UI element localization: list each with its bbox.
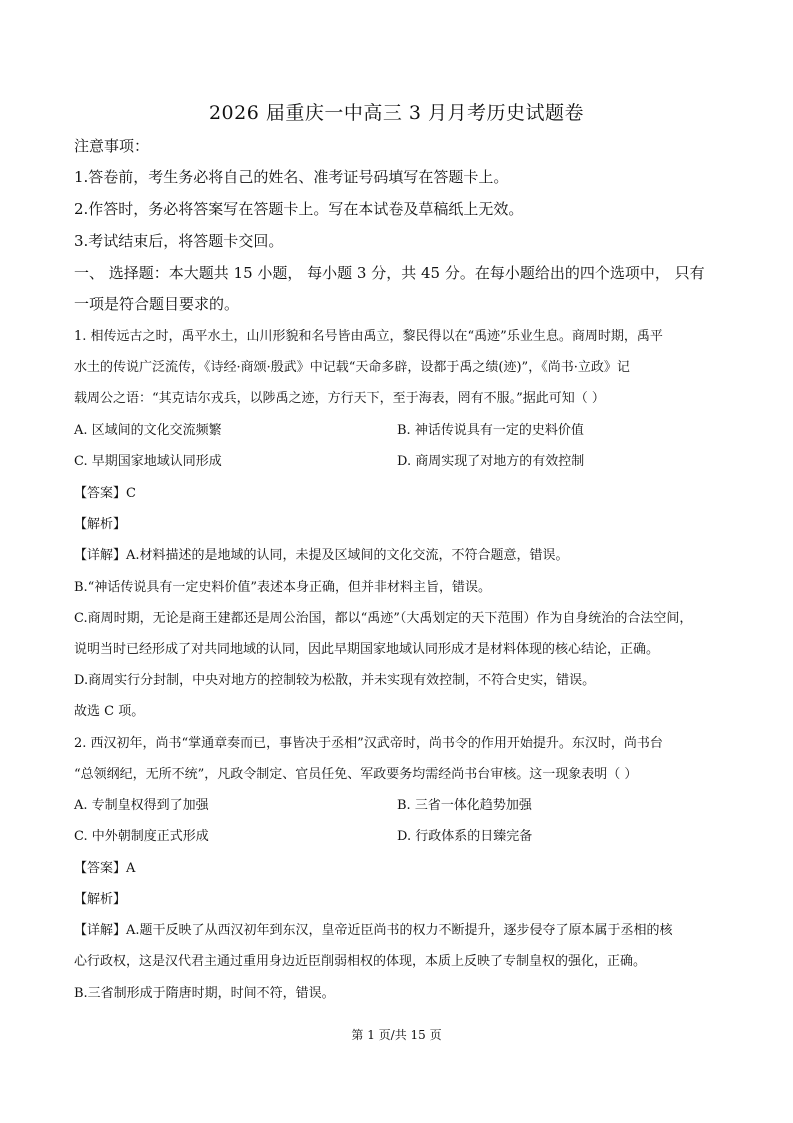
q1-detail: 说明当时已经形成了对共同地域的认同，因此早期国家地域认同形成才是材料体现的核心结论，正确。 xyxy=(74,642,660,657)
q2-analysis-label: 【解析】 xyxy=(74,892,127,907)
section-heading-cont: 一项是符合题目要求的。 xyxy=(74,295,240,313)
page-title: 2026 届重庆一中高三 3 月月考历史试题卷 xyxy=(208,102,585,124)
q2-detail: B.三省制形成于隋唐时期，时间不符，错误。 xyxy=(74,986,335,1001)
question-2-stem: 2. 西汉初年，尚书“掌通章奏而已，事皆决于丞相”汉武帝时，尚书令的作用开始提升。东汉时，尚书台 xyxy=(74,736,663,751)
page-footer: 第 1 页/共 15 页 xyxy=(351,1028,442,1042)
q1-option-d: D. 商周实现了对地方的有效控制 xyxy=(397,454,585,469)
q1-option-a: A. 区域间的文化交流频繁 xyxy=(74,423,222,438)
question-1-stem: 水土的传说广泛流传，《诗经·商颂·殷武》中记载“天命多辟，设都于禹之绩(迹)”，《尚书·立政》记 xyxy=(74,360,630,375)
q1-detail: B.“神话传说具有一定史料价值”表述本身正确，但并非材料主旨，错误。 xyxy=(74,580,491,595)
q1-option-b: B. 神话传说具有一定的史料价值 xyxy=(397,423,584,438)
notice-heading: 注意事项： xyxy=(74,137,150,155)
notice-item: 3.考试结束后，将答题卡交回。 xyxy=(74,232,284,250)
q1-detail: 【详解】A.材料描述的是地域的认同，未提及区域间的文化交流，不符合题意，错误。 xyxy=(74,548,569,563)
question-2-stem: “总领纲纪，无所不统”，凡政令制定、官员任免、军政要务均需经尚书台审核。这一现象表明（ ） xyxy=(74,767,638,782)
q1-detail: 故选 C 项。 xyxy=(74,704,145,719)
q2-answer: 【答案】A xyxy=(74,861,136,876)
section-heading: 一、 选择题：本大题共 15 小题， 每小题 3 分，共 45 分。在每小题给出的四个选项中， 只有 xyxy=(74,264,705,282)
question-1-stem: 载周公之语：“其克诘尔戎兵，以陟禹之迹，方行天下，至于海表，罔有不服。”据此可知（ ） xyxy=(74,391,605,406)
notice-item: 2.作答时，务必将答案写在答题卡上。写在本试卷及草稿纸上无效。 xyxy=(74,200,524,218)
q1-detail: D.商周实行分封制，中央对地方的控制较为松散，并未实现有效控制，不符合史实，错误。 xyxy=(74,673,596,688)
q2-option-a: A. 专制皇权得到了加强 xyxy=(74,798,209,813)
q2-detail: 【详解】A.题干反映了从西汉初年到东汉，皇帝近臣尚书的权力不断提升，逐步侵夺了原本属于丞相的核 xyxy=(74,923,673,938)
q2-option-c: C. 中外朝制度正式形成 xyxy=(74,829,209,844)
q1-detail: C.商周时期，无论是商王建都还是周公治国，都以“禹迹”（大禹划定的天下范围）作为自身统治的合法空间， xyxy=(74,611,693,626)
notice-item: 1.答卷前，考生务必将自己的姓名、准考证号码填写在答题卡上。 xyxy=(74,168,509,186)
q2-option-b: B. 三省一体化趋势加强 xyxy=(397,798,532,813)
q2-detail: 心行政权，这是汉代君主通过重用身边近臣削弱相权的体现，本质上反映了专制皇权的强化，正确。 xyxy=(74,954,647,969)
q2-option-d: D. 行政体系的日臻完备 xyxy=(397,829,533,844)
q1-analysis-label: 【解析】 xyxy=(74,517,127,532)
question-1-stem: 1. 相传远古之时，禹平水土，山川形貌和名号皆由禹立，黎民得以在“禹迹”乐业生息。商周时期，禹平 xyxy=(74,329,663,344)
q1-option-c: C. 早期国家地域认同形成 xyxy=(74,454,222,469)
q1-answer: 【答案】C xyxy=(74,486,136,501)
